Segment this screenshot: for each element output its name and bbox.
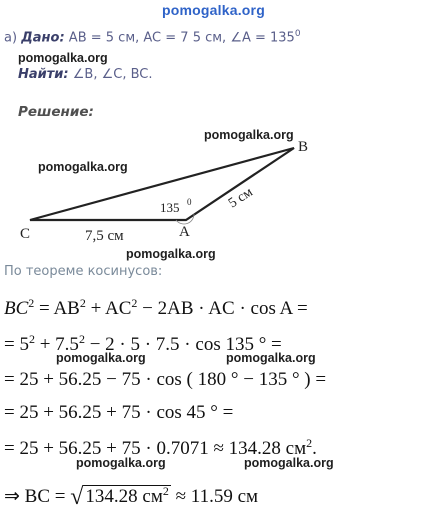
watermark-figure-bottom: pomogalka.org: [126, 247, 216, 261]
side-ab-label: 5 см: [226, 184, 256, 212]
eq1-bc: BC: [4, 298, 29, 319]
sqrt-radicand: [83, 485, 170, 507]
cosine-intro: По теореме косинусов:: [4, 264, 163, 279]
eq1-sq3: 2: [131, 296, 138, 310]
solution-heading: Решение:: [18, 104, 94, 120]
eq2-sq1: 2: [28, 332, 35, 346]
given-degree: 0: [294, 29, 301, 39]
equation-line-6: [4, 484, 258, 511]
angle-a-degree: 0: [187, 197, 192, 207]
watermark-eq-4: pomogalka.org: [244, 456, 334, 470]
vertex-c-label: C: [20, 226, 31, 242]
watermark-eq-1: pomogalka.org: [56, 351, 146, 365]
vertex-a-label: A: [179, 224, 190, 240]
find-label: Найти:: [18, 67, 69, 82]
eq2-five: = 5: [4, 334, 29, 355]
eq6-radicand-text: 134.28 см: [85, 486, 163, 507]
side-ca-label: 7,5 см: [85, 228, 124, 244]
given-values: AB = 5 см, AC = 7 5 см, ∠A = 135: [68, 30, 295, 46]
eq1-ac: + AC: [85, 298, 132, 319]
angle-a-value: 135: [160, 200, 180, 215]
eq5-dot: .: [312, 438, 317, 459]
eq1-rest: − 2AB · AC · cos A =: [137, 298, 308, 319]
find-values: ∠B, ∠C, BC.: [72, 67, 153, 82]
eq2-seven: + 7.5: [34, 334, 79, 355]
eq1-sq1: 2: [28, 296, 35, 310]
vertex-b-label: B: [298, 139, 309, 155]
watermark-eq-2: pomogalka.org: [226, 351, 316, 365]
given-label: Дано:: [21, 30, 65, 46]
sqrt-sign: √: [70, 484, 84, 510]
watermark-given: pomogalka.org: [18, 51, 108, 65]
eq2-rest: − 2 · 5 · 7.5 · cos 135 ° =: [84, 334, 282, 355]
watermark-eq-3: pomogalka.org: [76, 456, 166, 470]
eq1-ab: = AB: [34, 298, 80, 319]
eq5-sq: 2: [306, 436, 313, 450]
watermark-top: pomogalka.org: [162, 2, 265, 18]
watermark-figure-top: pomogalka.org: [204, 128, 294, 142]
eq6-bc: ⇒ BC =: [4, 486, 71, 507]
equation-line-3: = 25 + 56.25 − 75 · cos ( 180 ° − 135 ° ) =: [4, 369, 327, 390]
eq1-sq2: 2: [79, 296, 86, 310]
eq5-main: = 25 + 56.25 + 75 · 0.7071 ≈ 134.28 см: [4, 438, 307, 459]
eq6-sq: 2: [162, 484, 169, 498]
item-label: а): [4, 30, 18, 46]
eq2-sq2: 2: [78, 332, 85, 346]
watermark-figure-left: pomogalka.org: [38, 160, 128, 174]
eq6-result: ≈ 11.59 см: [170, 486, 259, 507]
equation-line-4: = 25 + 56.25 + 75 · cos 45 ° =: [4, 402, 234, 423]
equation-line-1: [4, 298, 308, 320]
